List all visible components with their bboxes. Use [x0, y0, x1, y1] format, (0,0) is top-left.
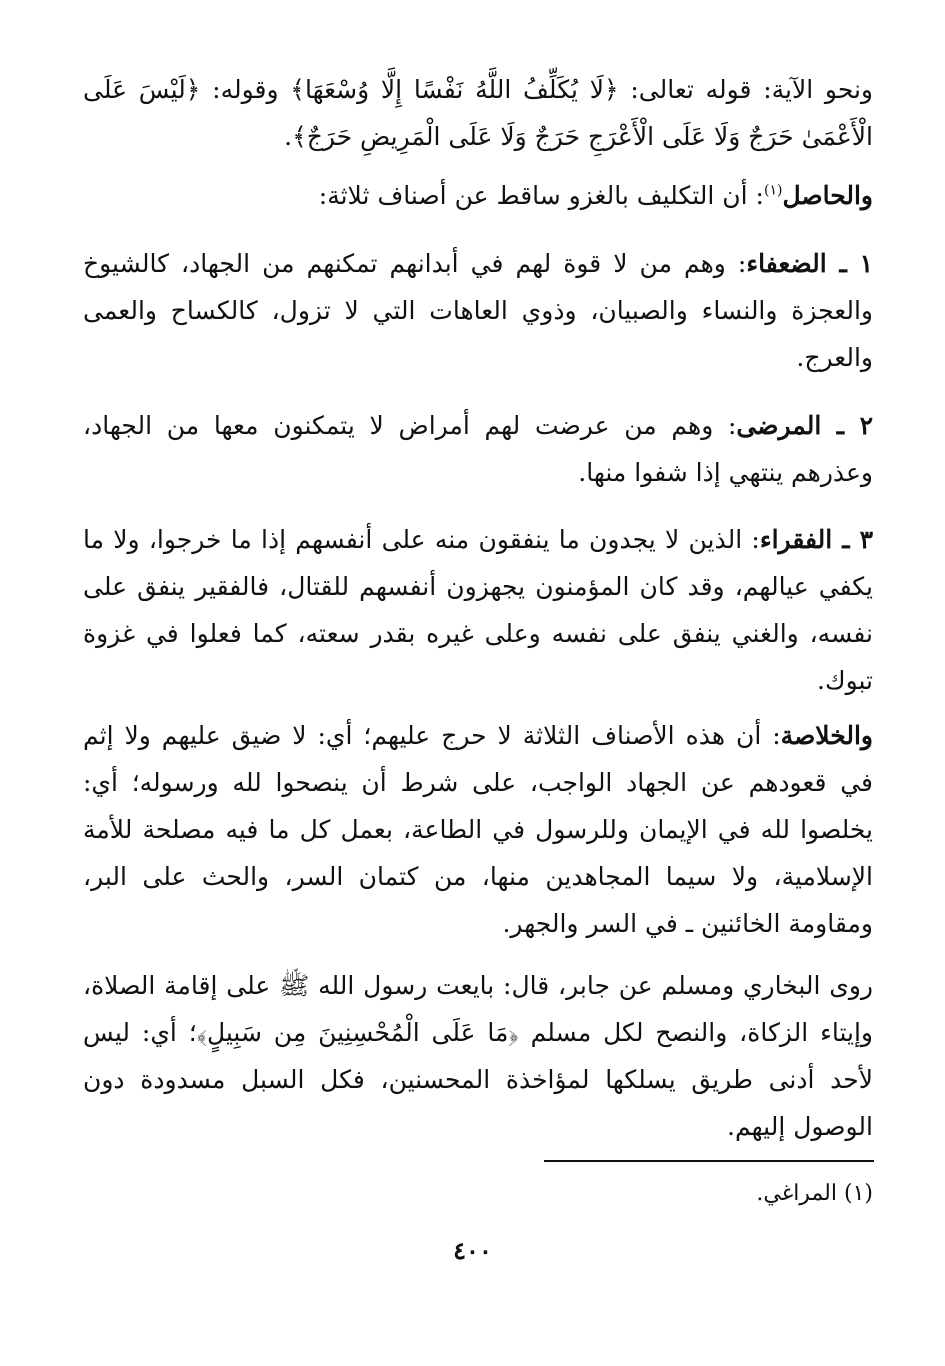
conclusion-text: : أن هذه الأصناف الثلاثة لا حرج عليهم؛ أي: لا ضيق عليهم ولا إثم في قعودهم عن الجهاد الواجب، على شرط أن ينصحوا لله ورسوله؛ أي: يخلصوا لله في الإيمان وللرسول في الطاعة، بعمل كل ما فيه مصلحة للأمة الإسلامية، ولا سيما المجاهدين منها، من كتمان السر، والحث على البر، ومقاومة الخائنين ـ في السر والجهر. — [83, 721, 873, 938]
quran-verse-2: ﴿لَيْسَ عَلَى الْأَعْمَىٰ حَرَجٌ وَلَا عَلَى الْأَعْرَجِ حَرَجٌ وَلَا عَلَى الْمَرِيضِ حَرَجٌ﴾ — [83, 75, 873, 151]
category-poor-paragraph — [83, 516, 873, 704]
footnote — [83, 1178, 873, 1210]
footnote-marker: (١) — [843, 1181, 873, 1206]
hadith-explanation: ؛ أي: ليس لأحد أدنى طريق يسلكها لمؤاخذة المحسنين، فكل السبل مسدودة دون الوصول إليهم. — [83, 1018, 873, 1141]
category-poor-text: : الذين لا يجدون ما ينفقون منه على أنفسهم إذا ما خرجوا، ولا ما يكفي عيالهم، وقد كان المؤمنون يجهزون أنفسهم للقتال، فالفقير ينفق على نفسه، والغني ينفق على نفسه وعلى غيره بقدر سعته، كما فعلوا في غزوة تبوك. — [83, 525, 873, 695]
page-number: ٤٠٠ — [453, 1236, 492, 1265]
footnote-reference: (١) — [763, 182, 783, 199]
hadith-lead: روى البخاري ومسلم عن جابر، قال: بايعت رسول الله ﷺ على إقامة الصلاة، وإيتاء الزكاة، والنصح لكل مسلم — [83, 971, 873, 1047]
verse-intro-connector: وقوله: — [200, 75, 291, 104]
category-weak-label: ١ ـ الضعفاء — [746, 249, 873, 278]
summary-label: والحاصل — [782, 181, 873, 210]
category-sick-paragraph — [83, 402, 873, 496]
conclusion-paragraph — [83, 712, 873, 947]
summary-intro-paragraph — [83, 172, 873, 219]
category-sick-text: : وهم من عرضت لهم أمراض لا يتمكنون معها من الجهاد، وعذرهم ينتهي إذا شفوا منها. — [83, 411, 873, 487]
verse-intro-lead: ونحو الآية: قوله تعالى: — [618, 75, 873, 104]
category-weak-text: : وهم من لا قوة لهم في أبدانهم تمكنهم من الجهاد، كالشيوخ والعجزة والنساء والصبيان، وذوي العاهات التي لا تزول، كالكساح والعمى والعرج. — [83, 249, 873, 372]
category-sick-label: ٢ ـ المرضى — [736, 411, 873, 440]
conclusion-label: والخلاصة — [780, 721, 873, 750]
category-poor-label: ٣ ـ الفقراء — [759, 525, 873, 554]
category-weak-paragraph — [83, 240, 873, 381]
summary-text: : أن التكليف بالغزو ساقط عن أصناف ثلاثة: — [318, 181, 764, 210]
quran-verse-1: ﴿لَا يُكَلِّفُ اللَّهُ نَفْسًا إِلَّا وُسْعَهَا﴾ — [290, 75, 619, 104]
hadith-paragraph — [83, 962, 873, 1150]
verse-intro-paragraph — [83, 66, 873, 160]
footnote-separator — [544, 1160, 874, 1162]
verse-intro-end: . — [284, 122, 293, 151]
quran-verse-3: ﴿مَا عَلَى الْمُحْسِنِينَ مِن سَبِيلٍ﴾ — [196, 1018, 519, 1047]
footnote-text: المراغي. — [756, 1181, 837, 1206]
